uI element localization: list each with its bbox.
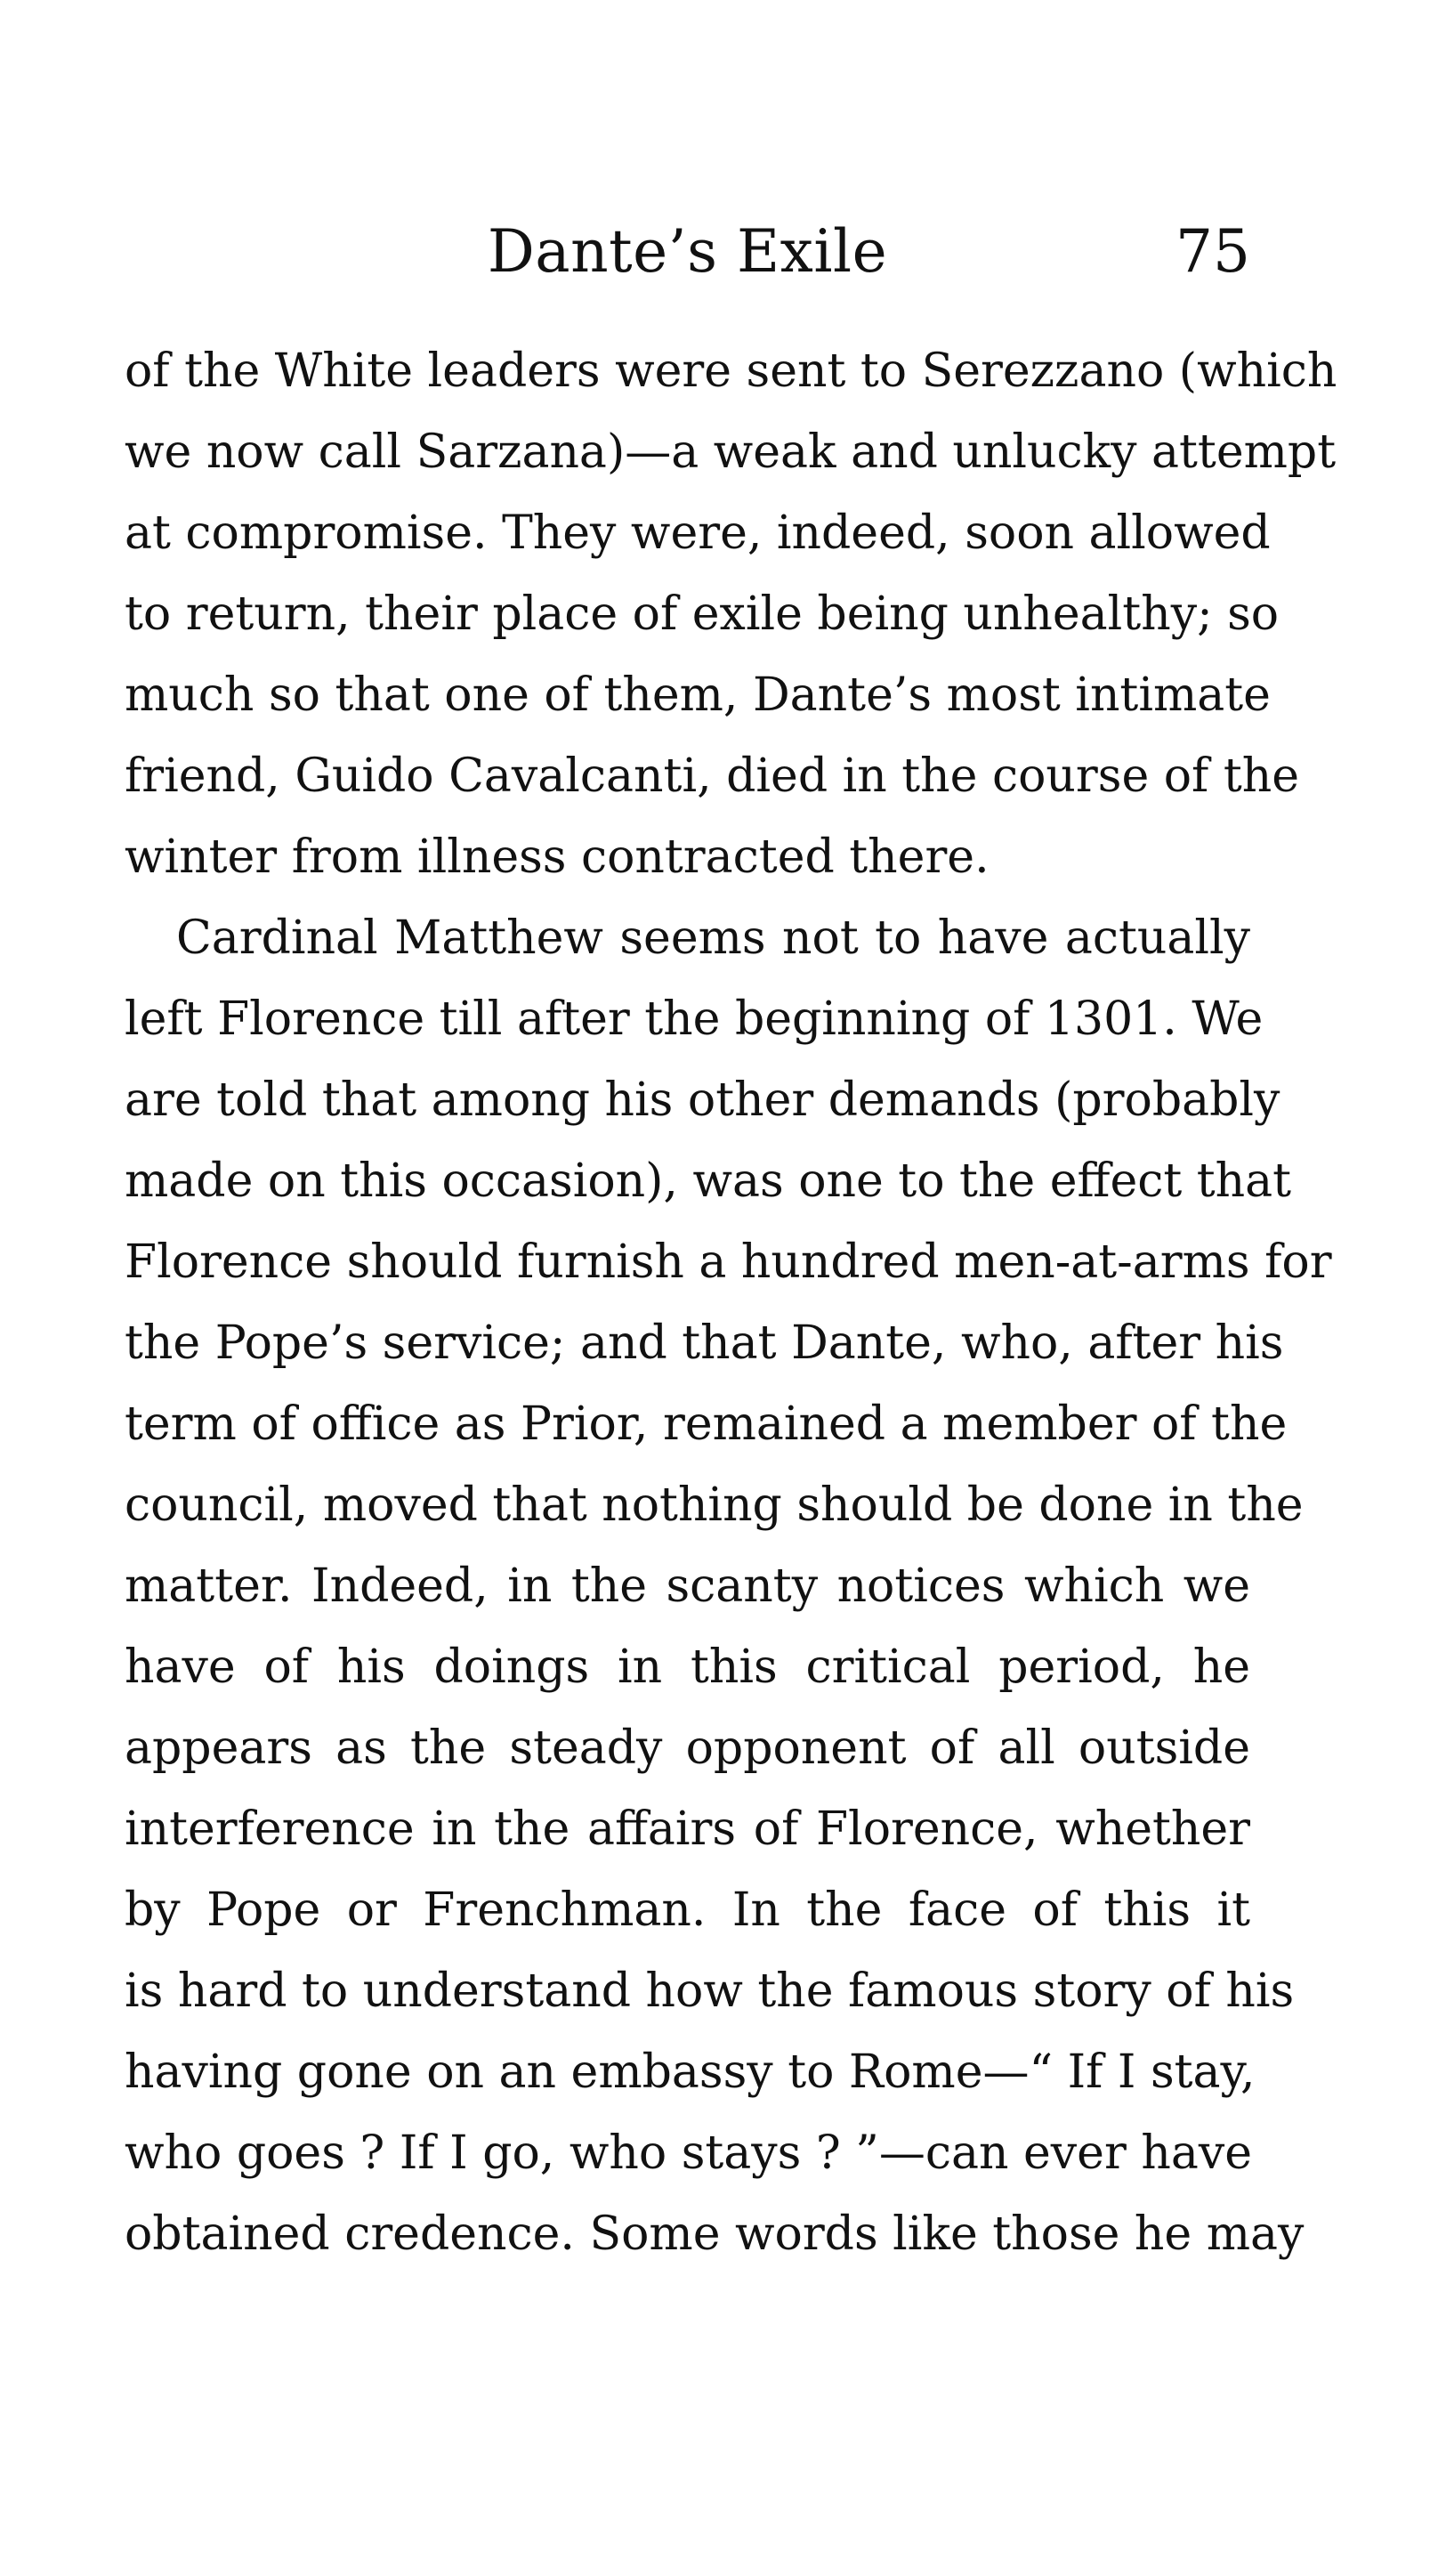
text-line: have of his doings in this critical period, he — [125, 1640, 1250, 1694]
paragraph-1 — [125, 331, 1337, 898]
text-line: winter from illness contracted there. — [125, 830, 990, 884]
text-line: Cardinal Matthew seems not to have actually — [176, 911, 1250, 965]
text-line: left Florence till after the beginning of 1301. We — [125, 992, 1264, 1046]
text-line: appears as the steady opponent of all outside — [125, 1721, 1250, 1775]
text-line: who goes ? If I go, who stays ? ”—can ever have — [125, 2126, 1252, 2180]
text-line: we now call Sarzana)—a weak and unlucky attempt — [125, 425, 1337, 479]
text-line: council, moved that nothing should be done in the — [125, 1478, 1304, 1532]
text-line: of the White leaders were sent to Serezzano (which — [125, 344, 1337, 398]
paragraph-2 — [125, 898, 1332, 2275]
page-number: 75 — [1175, 217, 1250, 286]
text-line: friend, Guido Cavalcanti, died in the course of the — [125, 749, 1299, 803]
text-line: at compromise. They were, indeed, soon allowed — [125, 506, 1271, 560]
running-header — [125, 212, 1250, 292]
text-line: having gone on an embassy to Rome—“ If I stay, — [125, 2045, 1256, 2099]
running-title: Dante’s Exile — [487, 217, 888, 286]
text-line: obtained credence. Some words like those he may — [125, 2207, 1305, 2261]
text-line: much so that one of them, Dante’s most intimate — [125, 668, 1271, 722]
text-line: the Pope’s service; and that Dante, who, after his — [125, 1316, 1284, 1370]
text-line: are told that among his other demands (probably — [125, 1073, 1280, 1127]
text-line: made on this occasion), was one to the effect that — [125, 1154, 1292, 1208]
text-line: by Pope or Frenchman. In the face of this it — [125, 1883, 1250, 1937]
text-line: to return, their place of exile being unhealthy; so — [125, 587, 1280, 641]
text-line: term of office as Prior, remained a member of the — [125, 1397, 1288, 1451]
text-line: interference in the affairs of Florence, whether — [125, 1802, 1250, 1856]
body-text — [125, 331, 1337, 2275]
text-line: Florence should furnish a hundred men-at-arms for — [125, 1235, 1332, 1289]
text-line: is hard to understand how the famous story of his — [125, 1964, 1295, 2018]
text-line: matter. Indeed, in the scanty notices which we — [125, 1559, 1250, 1613]
